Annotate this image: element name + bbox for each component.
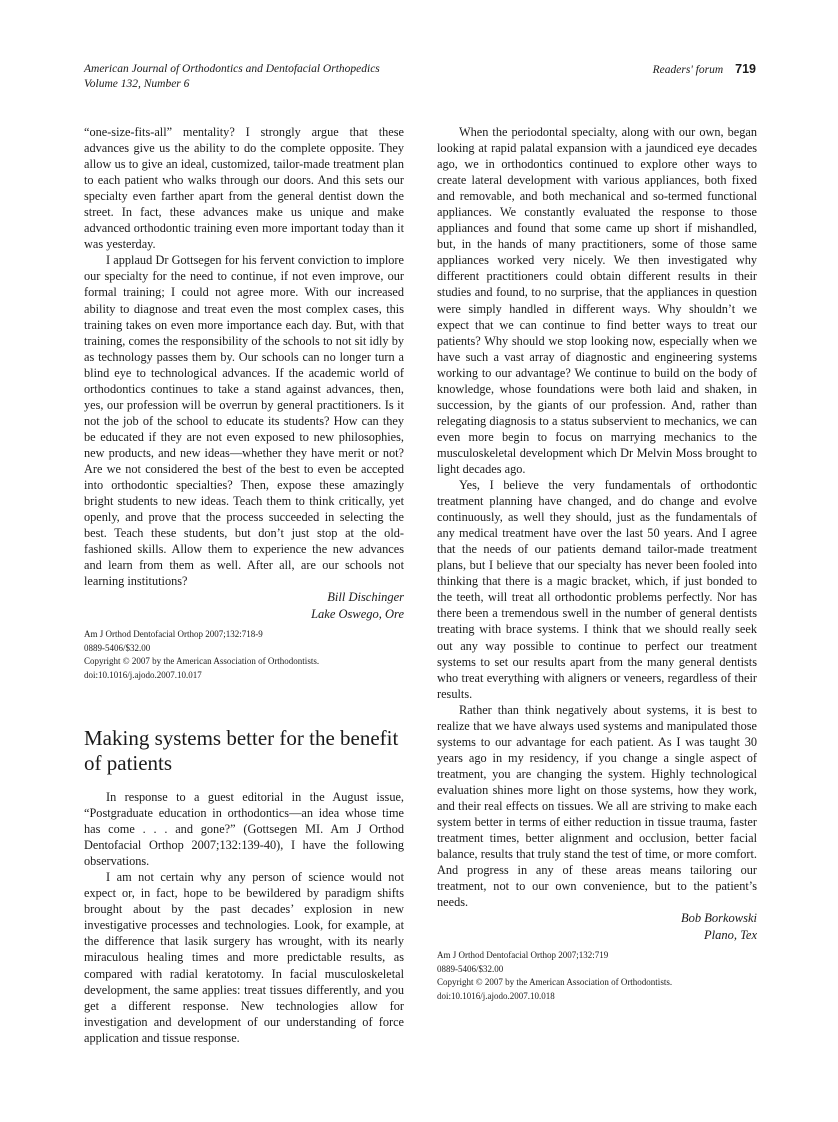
citation-doi: doi:10.1016/j.ajodo.2007.10.018 xyxy=(437,990,555,1001)
letter2-paragraph: Yes, I believe the very fundamentals of orthodontic treatment planning have changed, and do change and evolve continuously, as well they should, just as the fundamentals of any medical treatment have over the last 50 years. And I agree that the needs of our patients demand tailor-made treatment plans, but I believe that our specialty has never been fooled into thinking that there is a magic bracket, which, if just bonded to the teeth, will treat all orthodontic problems perfectly. Nor has there been a tremendous swell in the number of general dentists treating with brace systems. I think that we should really seek out any way possible to continue to perfect our treatment systems to set our results apart from the many general dentists who treat everything with aligners or veneers, regardless of their results. xyxy=(437,478,757,701)
section-name: Readers' forum xyxy=(652,64,724,76)
article-title: Making systems better for the benefit of patients xyxy=(84,725,399,775)
citation-reference: Am J Orthod Dentofacial Orthop 2007;132:719 xyxy=(437,950,609,961)
letter2-paragraph: Rather than think negatively about systems, it is best to realize that we have always used systems and manipulated those systems to our advantage for each patient. As I was taught 30 years ago in my residency, if you change a single aspect of treatment, you are changing the system. Highly technological evaluation shines more light on those systems, how they work, and their real effects on tissues. We all are striving to make each system better in terms of either reduction in tissue trauma, faster treatment times, better alignment and occlusion, better facial balance, results that truly stand the test of time, or more comfort. And progress in any of these areas means tailoring our treatment, not to our own convenience, but to the patient’s needs. xyxy=(437,702,757,910)
journal-volume: Volume 132, Number 6 xyxy=(84,78,190,90)
citation-reference: Am J Orthod Dentofacial Orthop 2007;132:718-9 xyxy=(84,629,263,640)
page-number: 719 xyxy=(735,62,756,76)
letter2-author: Bob Borkowski xyxy=(680,911,757,926)
letter1-paragraph: I applaud Dr Gottsegen for his fervent conviction to implore our specialty for the need to continue, if not even improve, our formal training; I could not agree more. With our increased ability to diagnose and treat even the most complex cases, this training takes on even more importance each day. But, with that training, comes the responsibility of the schools to not sit idly by as technology passes them by. Our schools can no longer turn a blind eye to technological advances. If the academic world of orthodontics continues to take a stand against advances, then, yes, our profession will be overrun by general practitioners. Is it not the job of the school to educate its students? How can they be educated if they are not even exposed to new philosophies, new products, and new ideas—whether they have merit or not? Are we not considered the best of the best to even be accepted into orthodontic specialties? Then, expose these amazingly bright students to new ideas. Teach them to think critically, yet openly, and prove that the process succeeded in selecting the best. Teach these students, but don’t just stop at the old-fashioned skills. Allow them to experience the new advances and learn from them as well. After all, are our schools not learning institutions? xyxy=(84,253,404,589)
letter2-paragraph: When the periodontal specialty, along with our own, began looking at rapid palatal expansion with a jaundiced eye decades ago, we in orthodontics continued to explore other ways to create lateral development with various appliances, both fixed and removable, and both mechanical and so-termed functional appliances. We constantly evaluated the response to those appliances and found that some came up short if mishandled, but, in the hands of many practitioners, some of those same appliances worked very nicely. We then investigated why different practitioners could obtain different results in their studies and found, to no surprise, that the appliances in question were simply handled in different ways. Why shouldn’t we expect that we can continue to find better ways to treat our patients? Why should we stop looking now, especially when we have such a vast array of diagnostic and engineering systems working to our advantage? We continue to build on the body of knowledge, whose foundations were both laid and shaken, in succession, by the giants of our profession. And, rather than relegating diagnosis to a status subservient to mechanics, we can even more begin to focus on marrying mechanics to the musculoskeletal development which Dr Melvin Moss brought to light decades ago. xyxy=(437,125,757,476)
citation-price: 0889-5406/$32.00 xyxy=(84,642,151,653)
section-and-page xyxy=(653,62,756,78)
left-column xyxy=(84,124,404,1046)
letter2-signature xyxy=(437,910,757,944)
citation-doi: doi:10.1016/j.ajodo.2007.10.017 xyxy=(84,669,202,680)
letter1-citation xyxy=(84,628,404,682)
letter2-paragraph: In response to a guest editorial in the August issue, “Postgraduate education in orthodontics—an idea whose time has come . . . and gone?” (Gottsegen MI. Am J Orthod Dentofacial Orthop 2007;132:139-40), I have the following observations. xyxy=(84,789,404,869)
journal-title: American Journal of Orthodontics and Dentofacial Orthopedics xyxy=(84,63,380,75)
letter1-signature xyxy=(84,589,404,623)
citation-copyright: Copyright © 2007 by the American Association of Orthodontists. xyxy=(84,656,320,667)
citation-price: 0889-5406/$32.00 xyxy=(437,963,504,974)
letter1-location: Lake Oswego, Ore xyxy=(311,607,404,622)
right-column xyxy=(437,124,757,1003)
letter2-location: Plano, Tex xyxy=(703,928,757,943)
citation-copyright: Copyright © 2007 by the American Association of Orthodontists. xyxy=(437,977,673,988)
journal-info xyxy=(84,62,380,92)
letter1-paragraph: “one-size-fits-all” mentality? I strongly argue that these advances give us the ability to do the complete opposite. They allow us to give an ideal, customized, tailor-made treatment plan to each patient who walks through our doors. And this sets our specialty even farther apart from the general dentist down the street. In fact, these advances make us unique and make advanced orthodontic training even more important today than it was yesterday. xyxy=(84,125,404,252)
letter1-author: Bill Dischinger xyxy=(327,590,404,605)
letter2-paragraph: I am not certain why any person of science would not expect or, in fact, hope to be bewildered by paradigm shifts brought about by the past decades’ explosion in new investigative processes and technologies. Look, for example, at the difference that lasik surgery has wrought, with its nearly miraculous healing times and more predictable results, as compared with radial keratotomy. In facial musculoskeletal development, the same applies: treat tissues differently, and you get a different response. New technologies allow for investigation and development of our understanding of force application and tissue response. xyxy=(84,870,404,1045)
letter2-citation xyxy=(437,949,757,1003)
